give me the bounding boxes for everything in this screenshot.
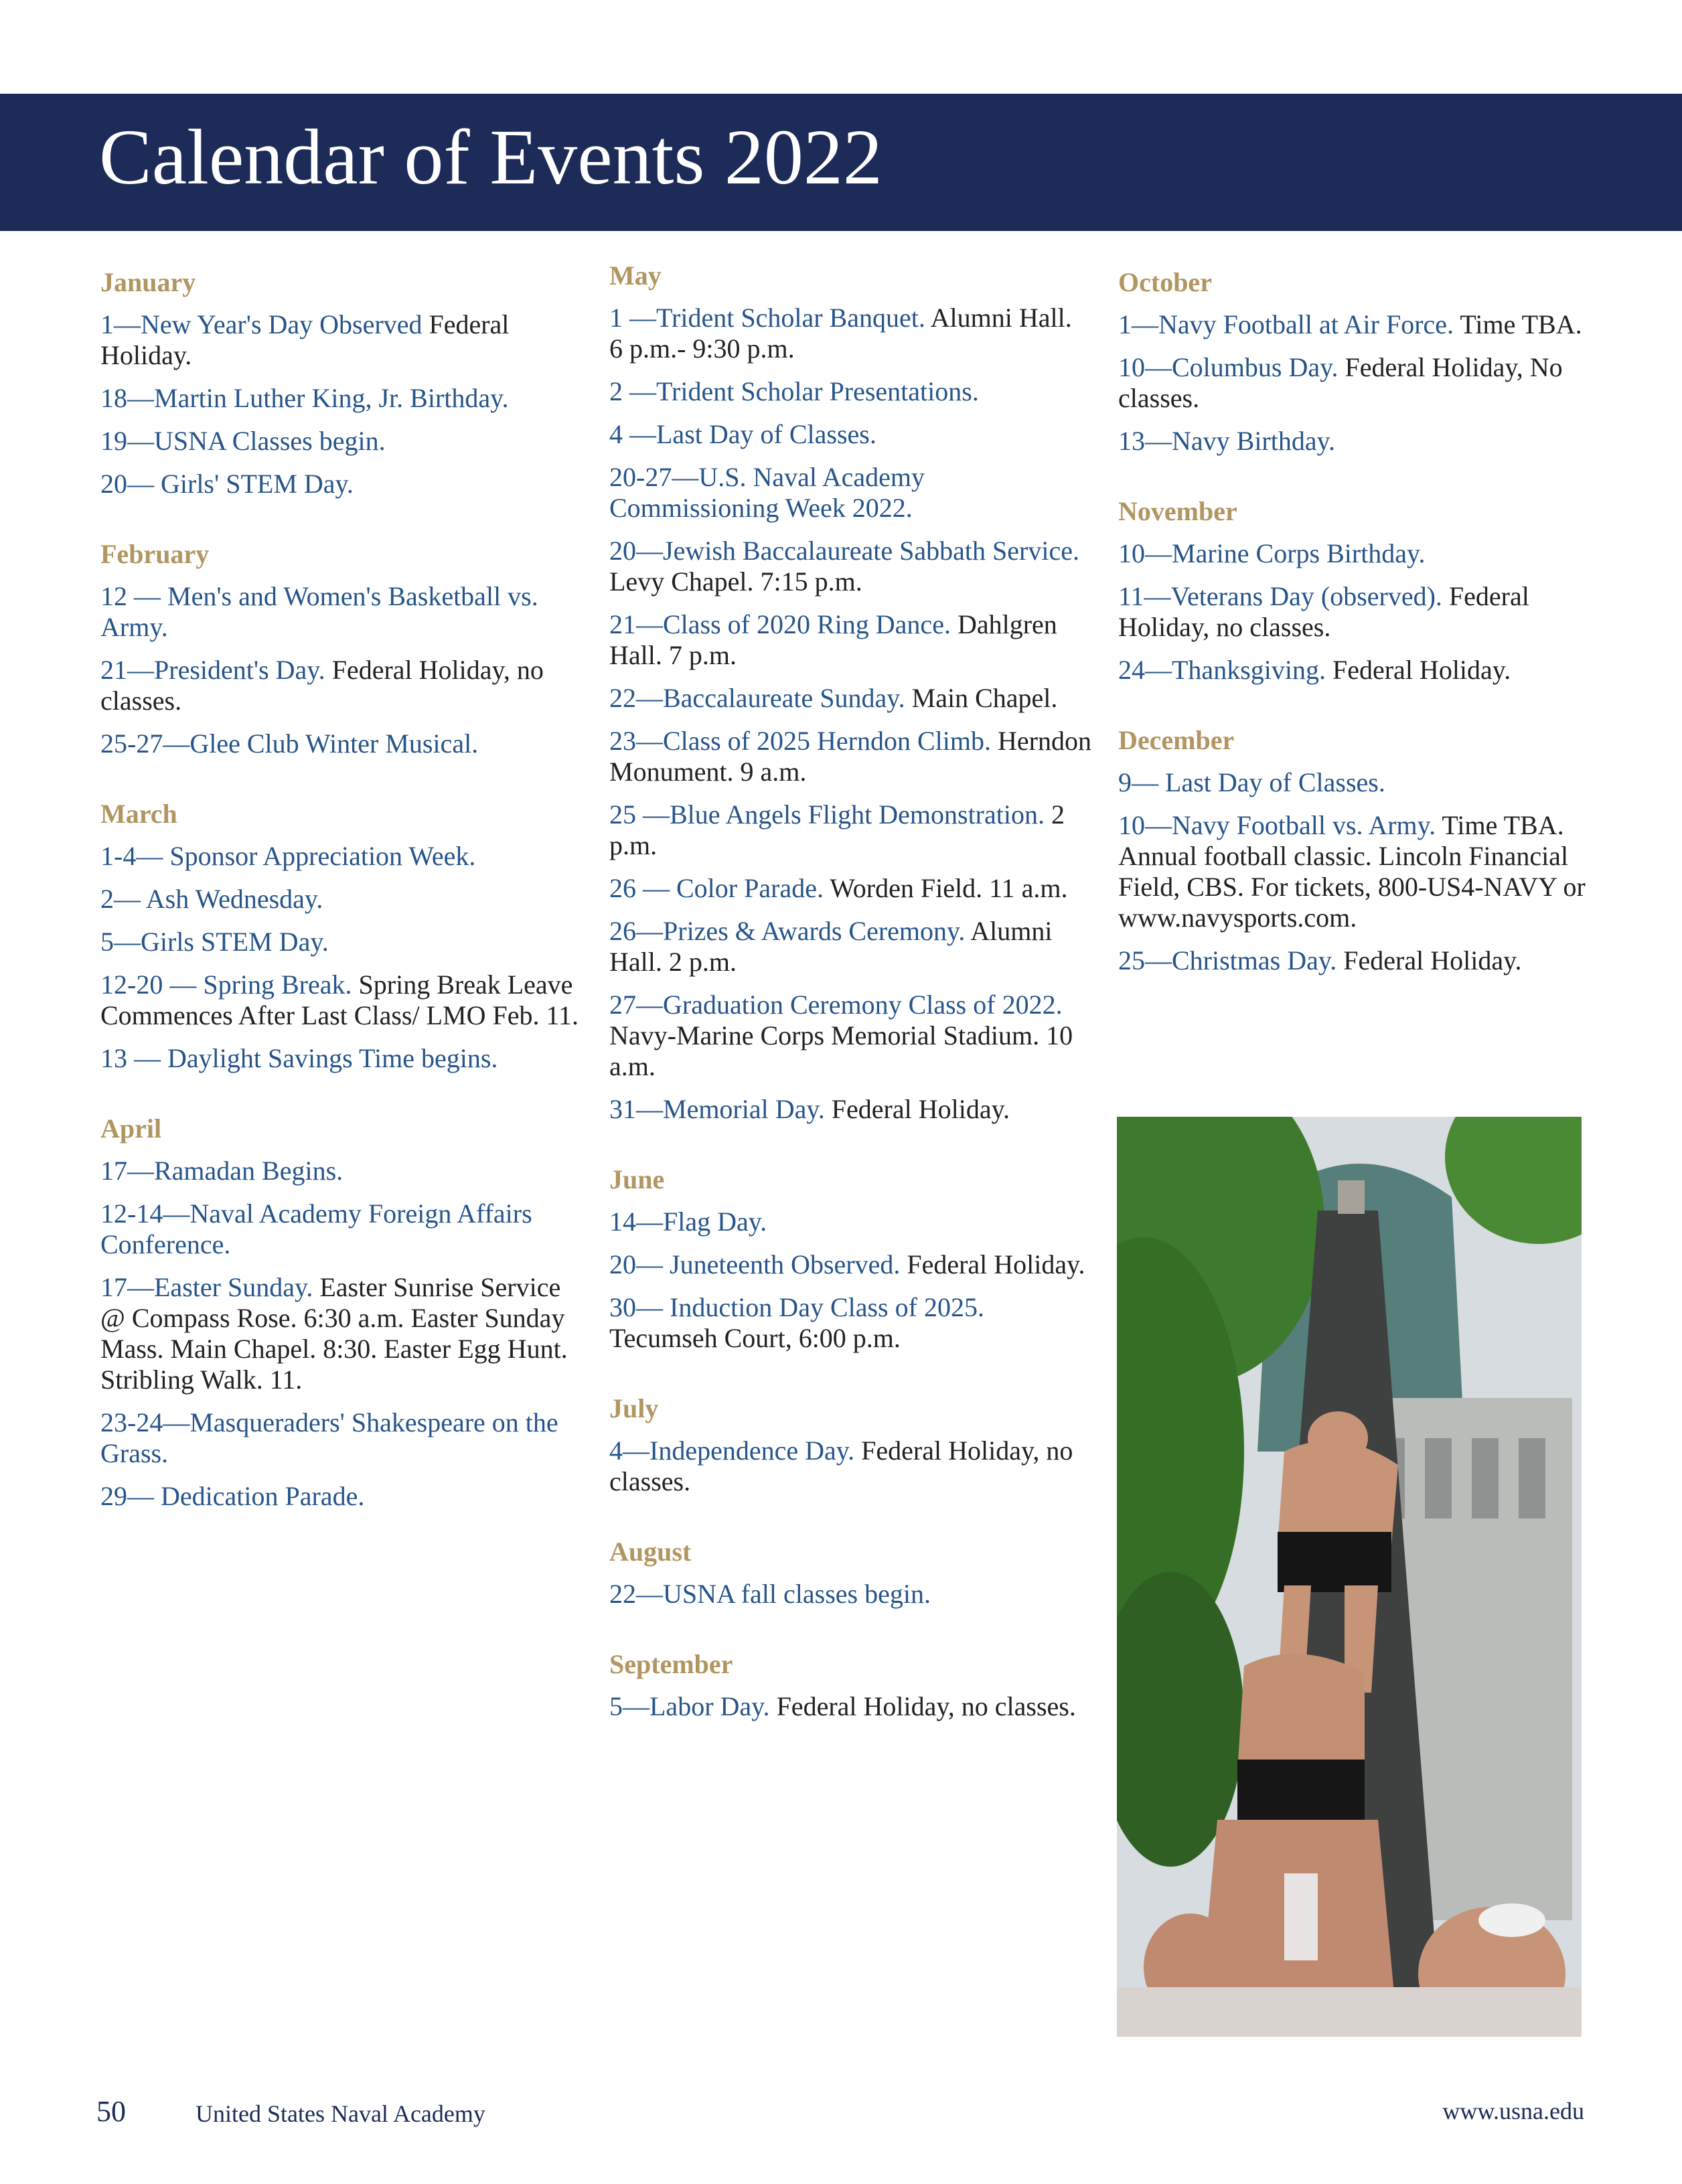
event-item xyxy=(609,536,1091,597)
event-item xyxy=(609,1435,1091,1497)
event-item xyxy=(1118,352,1600,414)
event-title: 23-24—Masqueraders' Shakespeare on the Grass. xyxy=(100,1407,558,1468)
event-item xyxy=(609,726,1091,787)
month-section-december xyxy=(1118,724,1600,976)
month-section-june xyxy=(609,1164,1091,1354)
event-item xyxy=(100,655,583,716)
event-title: 23—Class of 2025 Herndon Climb. xyxy=(609,726,991,756)
month-section-february xyxy=(100,538,583,759)
event-item xyxy=(100,426,583,457)
event-item xyxy=(100,884,583,915)
event-item xyxy=(1118,945,1600,976)
herndon-climb-photo xyxy=(1117,1117,1582,2037)
event-title: 14—Flag Day. xyxy=(609,1206,767,1237)
event-detail: Herndon Monument. 9 a.m. xyxy=(609,726,1091,787)
event-title: 20— Girls' STEM Day. xyxy=(100,469,354,499)
event-title: 17—Ramadan Begins. xyxy=(100,1156,343,1186)
page-number: 50 xyxy=(96,2095,126,2128)
month-section-november xyxy=(1118,495,1600,686)
column-left xyxy=(100,266,583,1524)
month-heading-october: October xyxy=(1118,267,1212,297)
event-title: 13—Navy Birthday. xyxy=(1118,426,1336,456)
event-item xyxy=(1118,581,1600,643)
herndon-climb-illustration xyxy=(1117,1117,1582,2037)
event-title: 2— Ash Wednesday. xyxy=(100,884,323,914)
event-title: 29— Dedication Parade. xyxy=(100,1481,365,1511)
event-item xyxy=(609,990,1091,1082)
column-right xyxy=(1118,266,1600,988)
month-heading-september: September xyxy=(609,1649,733,1679)
event-item xyxy=(100,728,583,759)
event-title: 26 — Color Parade. xyxy=(609,873,824,903)
event-title: 1—New Year's Day Observed xyxy=(100,309,423,339)
event-item xyxy=(1118,426,1600,457)
event-item xyxy=(609,1094,1091,1125)
event-title: 17—Easter Sunday. xyxy=(100,1272,313,1302)
event-item xyxy=(609,799,1091,861)
event-detail: Alumni Hall. 2 p.m. xyxy=(609,916,1053,977)
month-section-may xyxy=(609,260,1091,1125)
event-title: 10—Navy Football vs. Army. xyxy=(1118,810,1436,840)
event-detail: Main Chapel. xyxy=(905,683,1058,713)
event-detail: Time TBA. xyxy=(1454,309,1582,339)
event-title: 27—Graduation Ceremony Class of 2022. xyxy=(609,990,1063,1020)
event-title: 5—Girls STEM Day. xyxy=(100,927,329,957)
event-title: 22—USNA fall classes begin. xyxy=(609,1579,931,1609)
event-detail: Alumni Hall. 6 p.m.- 9:30 p.m. xyxy=(609,303,1072,364)
event-detail: Time TBA. Annual football classic. Lincoln Financial Field, CBS. For tickets, 800-US4-NAVY or www.navysports.com. xyxy=(1118,810,1586,933)
event-item xyxy=(609,462,1091,524)
event-title: 2 —Trident Scholar Presentations. xyxy=(609,376,979,406)
event-detail: Federal Holiday. xyxy=(824,1094,1010,1124)
event-item xyxy=(1118,309,1600,340)
event-detail: Federal Holiday, no classes. xyxy=(609,1435,1073,1496)
month-section-march xyxy=(100,798,583,1074)
month-heading-may: May xyxy=(609,260,662,291)
event-detail: Federal Holiday. xyxy=(1336,945,1522,976)
event-item xyxy=(609,1691,1091,1722)
event-title: 30— Induction Day Class of 2025. xyxy=(609,1292,984,1322)
event-title: 26—Prizes & Awards Ceremony. xyxy=(609,916,966,946)
event-item xyxy=(1118,810,1600,933)
event-title: 20— Juneteenth Observed. xyxy=(609,1249,901,1279)
event-item xyxy=(100,309,583,371)
event-title: 20—Jewish Baccalaureate Sabbath Service. xyxy=(609,536,1079,566)
month-heading-february: February xyxy=(100,539,210,569)
event-title: 21—President's Day. xyxy=(100,655,325,685)
event-detail: 2 p.m. xyxy=(609,799,1065,860)
event-title: 4—Independence Day. xyxy=(609,1435,855,1466)
event-title: 25 —Blue Angels Flight Demonstration. xyxy=(609,799,1045,830)
event-detail: Dahlgren Hall. 7 p.m. xyxy=(609,609,1057,670)
event-item xyxy=(609,376,1091,407)
event-item xyxy=(100,581,583,643)
event-title: 1—Navy Football at Air Force. xyxy=(1118,309,1454,339)
event-item xyxy=(100,1407,583,1469)
event-title: 9— Last Day of Classes. xyxy=(1118,767,1385,797)
event-item xyxy=(100,927,583,957)
event-title: 24—Thanksgiving. xyxy=(1118,655,1326,685)
event-detail: Worden Field. 11 a.m. xyxy=(823,873,1068,903)
event-item xyxy=(609,1292,1091,1354)
event-item xyxy=(1118,767,1600,798)
event-title: 1-4— Sponsor Appreciation Week. xyxy=(100,841,476,871)
event-title: 25-27—Glee Club Winter Musical. xyxy=(100,728,479,759)
event-title: 18—Martin Luther King, Jr. Birthday. xyxy=(100,383,509,413)
event-detail: Navy-Marine Corps Memorial Stadium. 10 a.m. xyxy=(609,1020,1073,1081)
event-title: 25—Christmas Day. xyxy=(1118,945,1337,976)
month-section-september xyxy=(609,1648,1091,1722)
footer-organization: United States Naval Academy xyxy=(196,2100,485,2127)
event-detail: Federal Holiday. xyxy=(1325,655,1511,685)
event-item xyxy=(100,1043,583,1074)
event-item xyxy=(100,1272,583,1395)
page-title: Calendar of Events 2022 xyxy=(99,113,883,201)
event-title: 19—USNA Classes begin. xyxy=(100,426,386,456)
event-item xyxy=(100,469,583,499)
event-item xyxy=(609,1206,1091,1237)
month-section-august xyxy=(609,1536,1091,1610)
month-heading-june: June xyxy=(609,1164,665,1194)
event-detail: Easter Sunrise Service @ Compass Rose. 6:30 a.m. Easter Sunday Mass. Main Chapel. 8:30. Easter Egg Hunt. Stribling Walk. 11. xyxy=(100,1272,568,1395)
event-title: 10—Marine Corps Birthday. xyxy=(1118,538,1426,568)
event-title: 13 — Daylight Savings Time begins. xyxy=(100,1043,498,1073)
event-item xyxy=(100,841,583,872)
event-detail: Federal Holiday, no classes. xyxy=(1118,581,1529,642)
event-title: 21—Class of 2020 Ring Dance. xyxy=(609,609,951,639)
event-detail: Federal Holiday, no classes. xyxy=(769,1691,1076,1721)
event-detail: Federal Holiday, No classes. xyxy=(1118,352,1563,413)
event-title: 11—Veterans Day (observed). xyxy=(1118,581,1442,611)
month-heading-august: August xyxy=(609,1537,692,1567)
event-detail: Spring Break Leave Commences After Last Class/ LMO Feb. 11. xyxy=(100,969,579,1030)
month-heading-march: March xyxy=(100,799,177,829)
event-item xyxy=(609,609,1091,671)
event-item xyxy=(609,419,1091,450)
event-item xyxy=(100,1481,583,1512)
event-title: 10—Columbus Day. xyxy=(1118,352,1339,382)
event-title: 20-27—U.S. Naval Academy Commissioning Week 2022. xyxy=(609,462,925,523)
event-title: 4 —Last Day of Classes. xyxy=(609,419,876,449)
event-item xyxy=(1118,538,1600,569)
month-heading-january: January xyxy=(100,267,196,297)
event-detail: Federal Holiday, no classes. xyxy=(100,655,544,716)
event-item xyxy=(609,1249,1091,1280)
event-item xyxy=(609,916,1091,978)
month-section-july xyxy=(609,1393,1091,1497)
event-title: 5—Labor Day. xyxy=(609,1691,770,1721)
event-title: 12 — Men's and Women's Basketball vs. Army. xyxy=(100,581,538,642)
event-title: 22—Baccalaureate Sunday. xyxy=(609,683,905,713)
event-detail: Tecumseh Court, 6:00 p.m. xyxy=(609,1323,901,1353)
event-title: 12-20 — Spring Break. xyxy=(100,969,352,1000)
month-section-october xyxy=(1118,266,1600,457)
month-section-april xyxy=(100,1113,583,1512)
month-heading-november: November xyxy=(1118,496,1237,526)
event-item xyxy=(100,383,583,414)
month-section-january xyxy=(100,266,583,499)
month-heading-april: April xyxy=(100,1113,162,1144)
month-heading-december: December xyxy=(1118,725,1235,755)
footer-url[interactable]: www.usna.edu xyxy=(1442,2098,1584,2124)
event-detail: Federal Holiday. xyxy=(900,1249,1085,1279)
event-item xyxy=(100,1156,583,1186)
event-title: 1 —Trident Scholar Banquet. xyxy=(609,303,925,333)
event-detail: Levy Chapel. 7:15 p.m. xyxy=(609,566,862,597)
event-item xyxy=(609,683,1091,714)
month-heading-july: July xyxy=(609,1393,659,1423)
event-item xyxy=(609,303,1091,364)
column-middle xyxy=(609,260,1091,1734)
event-item xyxy=(100,1198,583,1260)
event-item xyxy=(100,969,583,1031)
event-item xyxy=(1118,655,1600,686)
event-title: 12-14—Naval Academy Foreign Affairs Conference. xyxy=(100,1198,532,1259)
event-item xyxy=(609,1579,1091,1610)
event-item xyxy=(609,873,1091,904)
event-title: 31—Memorial Day. xyxy=(609,1094,825,1124)
event-detail: Federal Holiday. xyxy=(100,309,510,370)
